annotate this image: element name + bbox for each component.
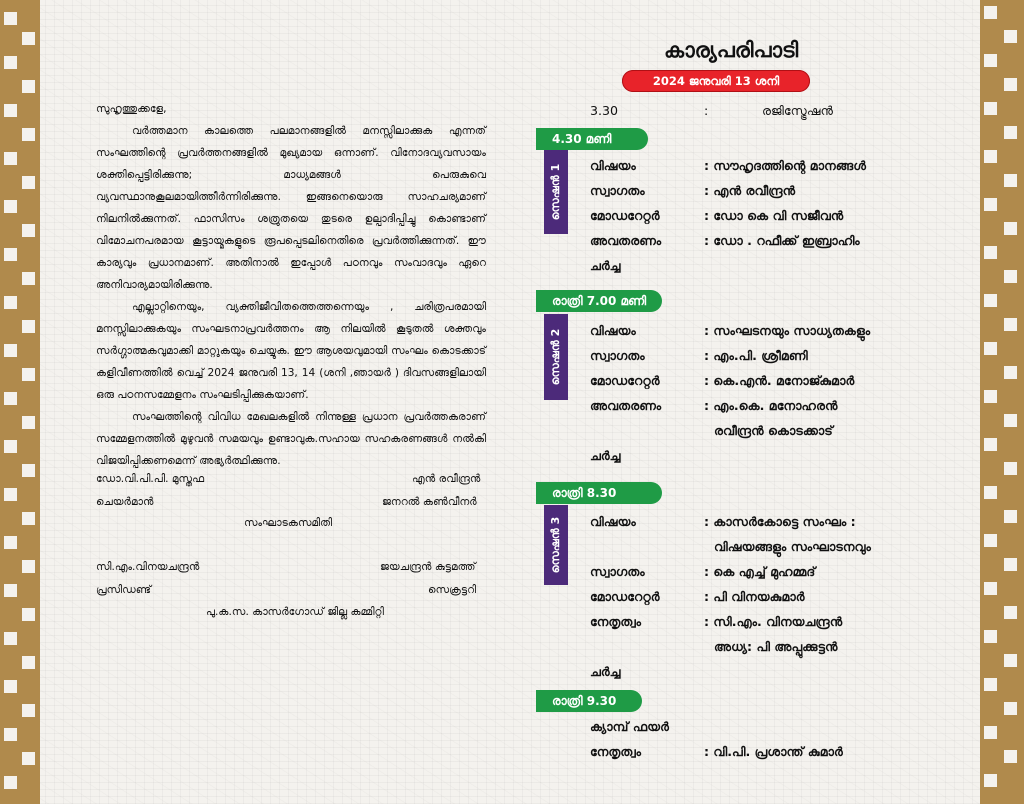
salutation: സുഹൃത്തുക്കളേ, (96, 103, 167, 115)
s2-row-2-value: : എം.പി. ശ്രീമണി (704, 348, 808, 363)
s2-row-2-label: സ്വാഗതം (590, 348, 645, 363)
s2-row-1-label: വിഷയം (590, 323, 636, 338)
s1-row-1-label: വിഷയം (590, 158, 636, 173)
signatory-secretary-name: ജയചന്ദ്രൻ കുട്ടമത്ത് (380, 561, 476, 573)
s3-row-1-label: വിഷയം (590, 514, 636, 529)
date-badge: 2024 ജനുവരി 13 ശനി (622, 70, 810, 92)
letter-paragraph-1: വർത്തമാന കാലത്തെ പലമാനങ്ങളിൽ മനസ്സിലാക്കുക എന്നത് സംഘത്തിന്റെ പ്രവർത്തനങ്ങളിൽ മുഖ്യമായ ഒന്നാണ്. വിനോദവ്യവസായം ശക്തിപ്പെട്ടിരിക്കുന്നു; മാധ്യമങ്ങൾ പെരുകുവെ വ്യവസ്ഥാനുകൂലമായിത്തീർന്നിരിക്കുന്നു. ഇങ്ങനെയൊരു സാഹചര്യമാണ് നിലനിൽക്കുന്നത്. ഫാസിസം ശത്രുതയെ തുടരെ ഉല്പാദിപ്പിച്ചു കൊണ്ടാണ് വിമോചനപരമായ കൂട്ടായ്മകളുടെ രൂപപ്പെടലിനെതിരെ പ്രവർത്തിക്കുന്നത്. ഈ കാര്യവും പ്രധാനമാണ്. അതിനാൽ ഇപ്പോൾ പഠനവും സംവാദവും ഏറെ അനിവാര്യമായിരിക്കുന്നു. (96, 125, 486, 291)
session-3-time: രാത്രി 8.30 (536, 482, 662, 504)
campfire-label: ക്യാമ്പ് ഫയർ (590, 719, 669, 734)
signatory-chairman-name: ഡോ.വി.പി.പി. മുസ്തഫ (96, 473, 205, 485)
s1-discussion: ചർച്ച (590, 258, 621, 273)
s2-row-3-value: : കെ.എൻ. മനോജ്കുമാർ (704, 373, 855, 388)
s3-row-4-value: : പി വിനയകുമാർ (704, 589, 805, 604)
s1-row-1-value: : സൗഹൃദത്തിന്റെ മാനങ്ങൾ (704, 158, 866, 173)
s3-row-5-label: നേതൃത്വം (590, 614, 642, 629)
campfire-lead-value: : വി.പി. പ്രശാന്ത് കുമാർ (704, 744, 843, 759)
registration-time: 3.30 (590, 103, 619, 118)
letter-paragraph-2: എല്ലാറ്റിനെയും, വ്യക്തിജീവിതത്തെത്തന്നെയും , ചരിത്രപരമായി മനസ്സിലാക്കുകയും സംഘടനാപ്രവർത്തനം ആ നിലയിൽ കൂടുതൽ ശക്തവും സർഗ്ഗാത്മകവുമാക്കി മാറ്റുകയും ചെയ്യുക. ഈ ആശയവുമായി സംഘം കൊടക്കാട് കളിവീണത്തിൽ വെച്ച് 2024 ജനുവരി 13, 14 (ശനി ,ഞായർ ) ദിവസങ്ങളിലായി ഒരു പഠനസമ്മേളനം സംഘടിപ്പിക്കുകയാണ്. (96, 301, 486, 401)
s1-row-2-value: : എൻ രവീന്ദ്രൻ (704, 183, 796, 198)
s3-discussion: ചർച്ച (590, 664, 621, 679)
signatory-president-name: സി.എം.വിനയചന്ദ്രൻ (96, 561, 200, 573)
s3-row-6-value: അധ്യ: പി അപ്പുക്കുട്ടൻ (714, 639, 838, 654)
signatory-convener-name: എൻ രവീന്ദ്രൻ (412, 473, 481, 485)
s2-row-4-label: അവതരണം (590, 398, 662, 413)
session-3-tab (544, 505, 568, 585)
s2-row-4-value: : എം.കെ. മനോഹരൻ (704, 398, 838, 413)
organising-committee: സംഘാടകസമിതി (244, 517, 333, 529)
signatory-president-role: പ്രസിഡണ്ട് (96, 584, 152, 596)
s2-extra-presenter: രവീന്ദ്രൻ കൊടക്കാട് (714, 423, 833, 438)
session-3-label: സെഷൻ 3 (549, 516, 562, 574)
district-committee: പു.ക.സ. കാസർഗോഡ് ജില്ല കമ്മിറ്റി (206, 606, 384, 618)
programme-title: കാര്യപരിപാടി (664, 38, 799, 62)
session-2-time: രാത്രി 7.00 മണി (536, 290, 662, 312)
s2-row-3-label: മോഡറേറ്റർ (590, 373, 660, 388)
s3-row-5-value: : സി.എം. വിനയചന്ദ്രൻ (704, 614, 843, 629)
s1-row-2-label: സ്വാഗതം (590, 183, 645, 198)
signatory-convener-role: ജനറൽ കൺവീനർ (382, 496, 477, 508)
right-border (980, 0, 1024, 804)
s2-row-1-value: : സംഘടനയും സാധ്യതകളും (704, 323, 871, 338)
session-1-tab (544, 150, 568, 234)
s3-row-3-value: : കെ എച്ച് മുഹമ്മദ് (704, 564, 816, 579)
s3-row-3-label: സ്വാഗതം (590, 564, 645, 579)
s2-discussion: ചർച്ച (590, 448, 621, 463)
session-2-tab (544, 314, 568, 400)
s3-row-4-label: മോഡറേറ്റർ (590, 589, 660, 604)
left-border (0, 0, 40, 804)
session-1-time: 4.30 മണി (536, 128, 648, 150)
s1-row-4-label: അവതരണം (590, 233, 662, 248)
session-2-label: സെഷൻ 2 (549, 328, 562, 386)
campfire-lead-label: നേതൃത്വം (590, 744, 642, 759)
session-1-label: സെഷൻ 1 (549, 163, 562, 221)
s1-row-4-value: : ഡോ . റഫീക്ക് ഇബ്രാഹിം (704, 233, 860, 248)
s3-row-2-value: വിഷയങ്ങളും സംഘാടനവും (714, 539, 871, 554)
letter-paragraph-3: സംഘത്തിന്റെ വിവിധ മേഖലകളിൽ നിന്നുള്ള പ്രധാന പ്രവർത്തകരാണ് സമ്മേളനത്തിൽ മുഴുവൻ സമയവും ഉണ്ടാവുക.സഹായ സഹകരണങ്ങൾ നൽകി വിജയിപ്പിക്കണമെന്ന് അഭ്യർത്ഥിക്കുന്നു. (96, 411, 486, 467)
s3-row-1-value: : കാസർകോട്ടെ സംഘം : (704, 514, 856, 529)
signatory-chairman-role: ചെയർമാൻ (96, 496, 154, 508)
session-4-time: രാത്രി 9.30 (536, 690, 642, 712)
registration-label: രജിസ്ട്രേഷൻ (762, 103, 834, 118)
s1-row-3-label: മോഡറേറ്റർ (590, 208, 660, 223)
invitation-letter (96, 98, 486, 472)
signatory-secretary-role: സെക്രട്ടറി (428, 584, 476, 596)
s1-row-3-value: : ഡോ കെ വി സജീവൻ (704, 208, 844, 223)
registration-separator: : (704, 103, 709, 118)
